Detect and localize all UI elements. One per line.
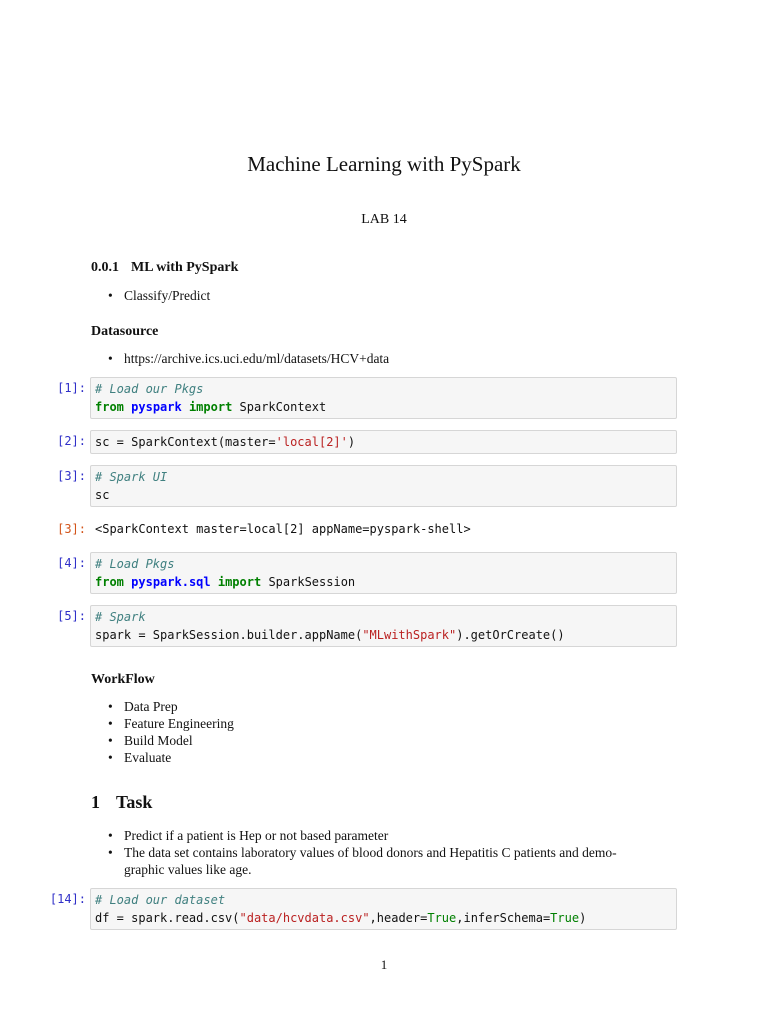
datasource-link[interactable]: https://archive.ics.uci.edu/ml/datasets/HCV+data (124, 351, 390, 366)
datasource-heading: Datasource (91, 324, 159, 339)
workflow-list (105, 698, 685, 766)
workflow-heading: WorkFlow (91, 672, 155, 687)
bullet-icon: • (108, 750, 113, 765)
code-cell-14[interactable]: # Load our dataset df = spark.read.csv("data/hcvdata.csv",header=True,inferSchema=True) (90, 888, 677, 930)
section-ml-heading (91, 259, 238, 277)
output-3: <SparkContext master=local[2] appName=pyspark-shell> (95, 522, 471, 536)
document-title: Machine Learning with PySpark (247, 152, 521, 176)
cell-1-prompt: [1]: (57, 381, 86, 395)
datasource-list (105, 350, 685, 367)
list-item: • Data Prep (108, 699, 178, 714)
cell-2-prompt: [2]: (57, 434, 86, 448)
task-list (105, 827, 685, 878)
bullet-icon: • (108, 288, 113, 303)
section-task-number: 1 (91, 792, 100, 812)
page-number: 1 (380, 957, 388, 972)
bullet-icon: • (108, 699, 113, 714)
code-cell-2[interactable]: sc = SparkContext(master='local[2]') (90, 430, 677, 454)
section-ml-list (105, 287, 685, 304)
bullet-icon: • (108, 845, 113, 860)
list-item: • Feature Engineering (108, 716, 234, 731)
document-subtitle: LAB 14 (361, 212, 407, 227)
cell-5-prompt: [5]: (57, 609, 86, 623)
list-item: • The data set contains laboratory values of blood donors and Hepatitis C patients and demo- graphic values like age. (108, 845, 617, 877)
code-cell-5[interactable]: # Spark spark = SparkSession.builder.appName("MLwithSpark").getOrCreate() (90, 605, 677, 647)
code-cell-4[interactable]: # Load Pkgs from pyspark.sql import SparkSession (90, 552, 677, 594)
cell-4-prompt: [4]: (57, 556, 86, 570)
cell-3-prompt: [3]: (57, 469, 86, 483)
code-cell-3[interactable]: # Spark UI sc (90, 465, 677, 507)
output-3-prompt: [3]: (57, 522, 86, 536)
list-item: • Predict if a patient is Hep or not based parameter (108, 828, 389, 843)
bullet-icon: • (108, 733, 113, 748)
section-ml-title: ML with PySpark (131, 260, 239, 275)
section-task-title: Task (116, 792, 153, 812)
list-item: • Build Model (108, 733, 193, 748)
bullet-icon: • (108, 716, 113, 731)
list-item: • Classify/Predict (108, 288, 211, 303)
list-item (105, 350, 685, 367)
cell-14-prompt: [14]: (49, 892, 86, 906)
section-task-heading (91, 790, 152, 814)
section-ml-number: 0.0.1 (91, 260, 119, 275)
list-item: • Evaluate (108, 750, 172, 765)
bullet-icon: • (108, 351, 113, 366)
code-cell-1[interactable]: # Load our Pkgs from pyspark import SparkContext (90, 377, 677, 419)
bullet-icon: • (108, 828, 113, 843)
